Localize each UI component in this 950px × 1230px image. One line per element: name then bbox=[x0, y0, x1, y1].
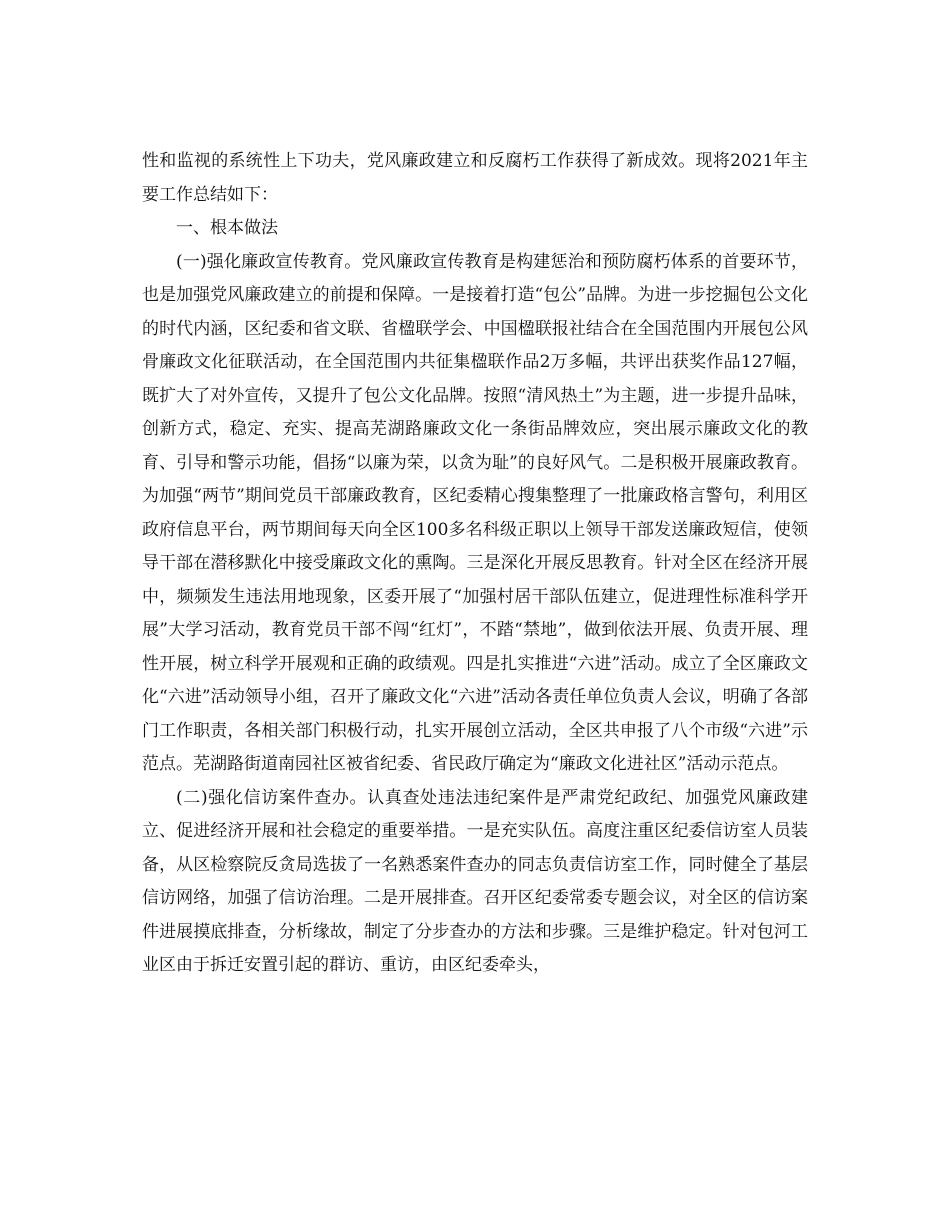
section-1-paragraph: (一)强化廉政宣传教育。党风廉政宣传教育是构建惩治和预防腐朽体系的首要环节，也是加强党风廉政建立的前提和保障。一是接着打造“包公”品牌。为进一步挖掘包公文化的时代内涵，区纪委和省文联、省楹联学会、中国楹联报社结合在全国范围内开展包公风骨廉政文化征联活动，在全国范围内共征集楹联作品2万多幅，共评出获奖作品127幅，既扩大了对外宣传，又提升了包公文化品牌。按照“清风热土”为主题，进一步提升品味，创新方式，稳定、充实、提高芜湖路廉政文化一条街品牌效应，突出展示廉政文化的教育、引导和警示功能，倡扬“以廉为荣，以贪为耻”的良好风气。二是积极开展廉政教育。为加强“两节”期间党员干部廉政教育，区纪委精心搜集整理了一批廉政格言警句，利用区政府信息平台，两节期间每天向全区100多名科级正职以上领导干部发送廉政短信，使领导干部在潜移默化中接受廉政文化的熏陶。三是深化开展反思教育。针对全区在经济开展中，频频发生违法用地现象，区委开展了“加强村居干部队伍建立，促进理性标准科学开展”大学习活动，教育党员干部不闯“红灯”，不踏“禁地”，做到依法开展、负责开展、理性开展，树立科学开展观和正确的政绩观。四是扎实推进“六进”活动。成立了全区廉政文化“六进”活动领导小组，召开了廉政文化“六进”活动各责任单位负责人会议，明确了各部门工作职责，各相关部门积极行动，扎实开展创立活动，全区共申报了八个市级“六进”示范点。芜湖路街道南园社区被省纪委、省民政厅确定为“廉政文化进社区”活动示范点。 bbox=[142, 251, 808, 774]
document-body bbox=[142, 145, 808, 983]
intro-paragraph: 性和监视的系统性上下功夫，党风廉政建立和反腐朽工作获得了新成效。现将2021年主要工作总结如下： bbox=[142, 151, 808, 205]
section-2-paragraph: (二)强化信访案件查办。认真查处违法违纪案件是严肃党纪政纪、加强党风廉政建立、促进经济开展和社会稳定的重要举措。一是充实队伍。高度注重区纪委信访室人员装备，从区检察院反贪局选拔了一名熟悉案件查办的同志负责信访室工作，同时健全了基层信访网络，加强了信访治理。二是开展排查。召开区纪委常委专题会议，对全区的信访案件进展摸底排查，分析缘故，制定了分步查办的方法和步骤。三是维护稳定。针对包河工业区由于拆迁安置引起的群访、重访，由区纪委牵头， bbox=[142, 787, 808, 975]
section-heading: 一、根本做法 bbox=[176, 218, 278, 238]
